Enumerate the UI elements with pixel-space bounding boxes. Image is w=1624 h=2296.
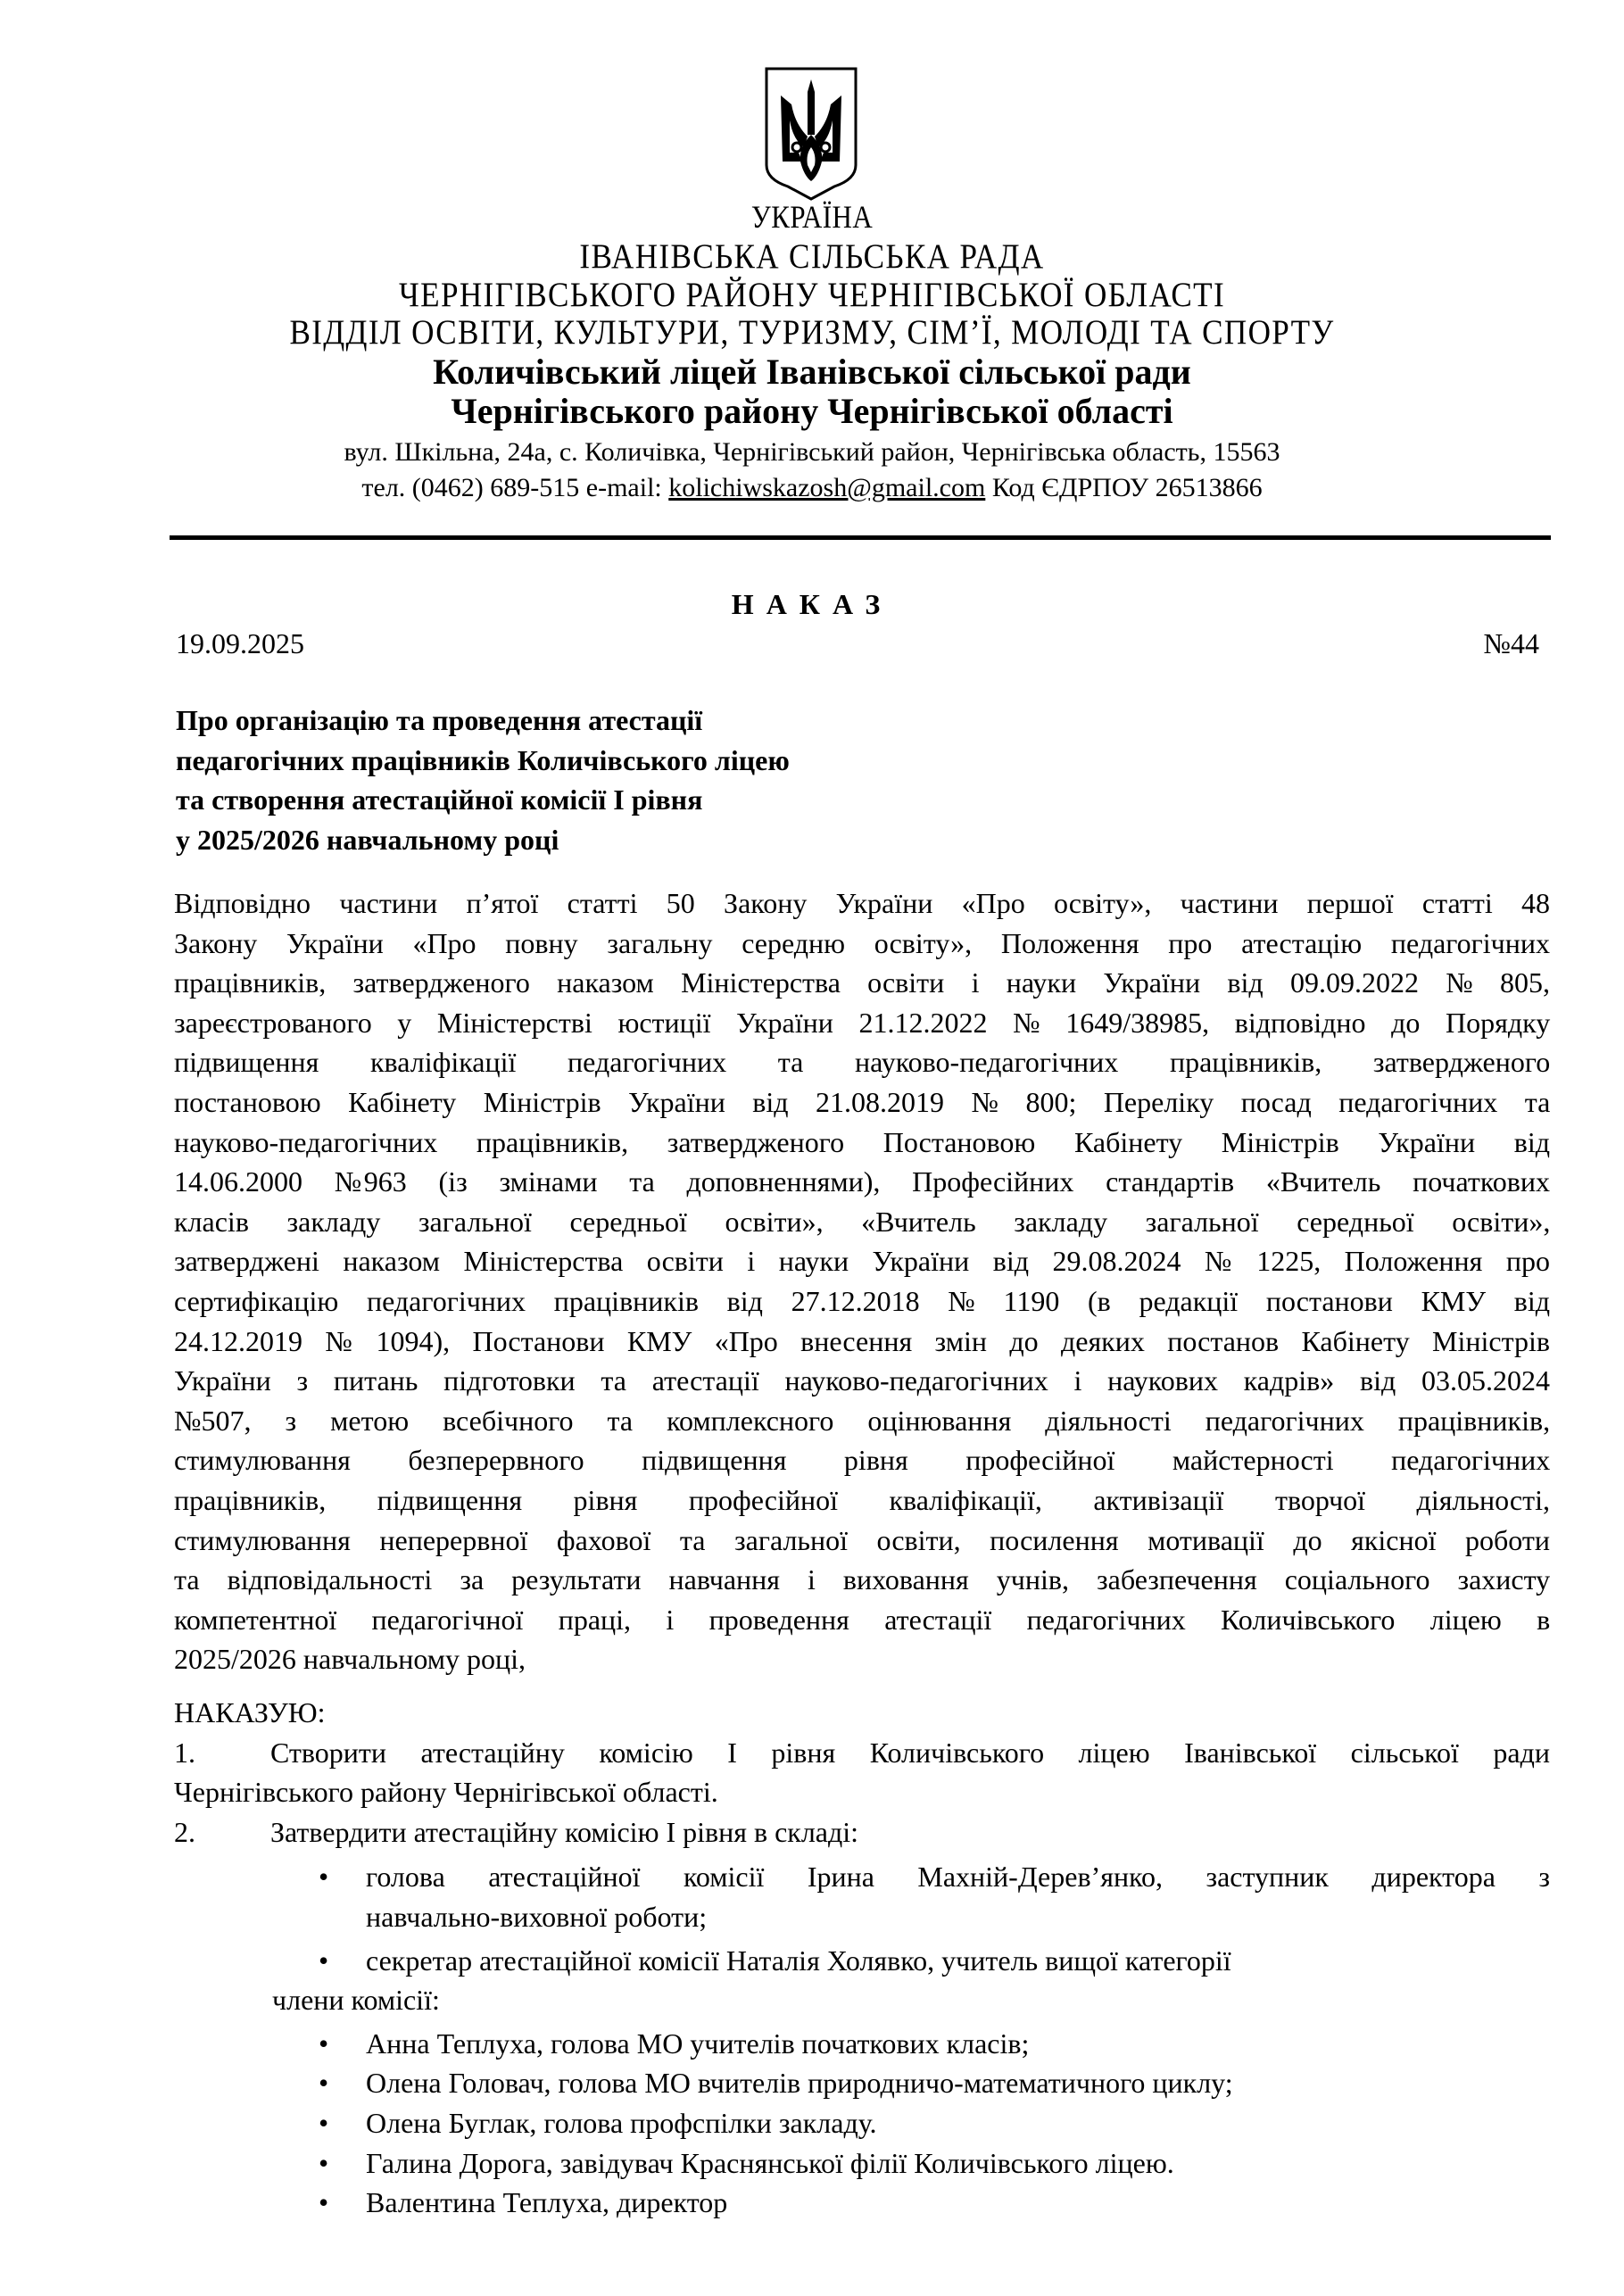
- preamble-line: сертифікацію педагогічних працівників від 27.12.2018 № 1190 (в редакції постанови КМУ від: [174, 1284, 1550, 1317]
- order-title: НАКАЗ: [731, 588, 893, 620]
- preamble-line: науково-педагогічних працівників, затвердженого Постановою Кабінету Міністрів України від: [174, 1125, 1550, 1158]
- header-divider: [170, 535, 1551, 540]
- commission-secretary-text: секретар атестаційної комісії Наталія Холявко, учитель вищої категорії: [366, 1944, 1231, 1977]
- subject-line: педагогічних працівників Количівського ліцею: [176, 743, 790, 776]
- commission-member-text: Олена Буглак, голова профспілки закладу.: [366, 2106, 877, 2139]
- commission-member: [174, 2024, 1550, 2064]
- preamble-line: України з питань підготовки та атестації науково-педагогічних і наукових кадрів» від 03.05.2024: [174, 1364, 1550, 1397]
- commission-member: [174, 2063, 1550, 2103]
- commission-member-text: Валентина Теплуха, директор: [366, 2186, 728, 2219]
- preamble-line: працівників, підвищення рівня професійної кваліфікації, активізації творчої діяльності,: [174, 1483, 1550, 1516]
- order-item-number: 2.: [174, 1815, 195, 1848]
- bullet-icon: •: [319, 1861, 329, 1894]
- order-item-2: [174, 1812, 1550, 1853]
- preamble-line: Відповідно частини п’ятої статті 50 Закону України «Про освіту», частини першої статті 48: [174, 887, 1550, 919]
- preamble-line: 2025/2026 навчальному році,: [174, 1643, 526, 1676]
- trident-coat-of-arms-icon: [763, 65, 859, 201]
- commission-chair-continuation: [174, 1897, 1550, 1937]
- commission-secretary: [174, 1941, 1550, 1981]
- commission-member: [174, 2103, 1550, 2143]
- order-item-text: Створити атестаційну комісію І рівня Количівського ліцею Іванівської сільської ради: [270, 1736, 1550, 1769]
- preamble-line: підвищення кваліфікації педагогічних та науково-педагогічних працівників, затвердженого: [174, 1046, 1551, 1079]
- subject-line: у 2025/2026 навчальному році: [176, 823, 559, 856]
- preamble-line: №507, з метою всебічного та комплексного оцінювання діяльності педагогічних працівників,: [174, 1404, 1551, 1437]
- preamble-line: зареєстрованого у Міністерстві юстиції України 21.12.2022 № 1649/38985, відповідно до Порядку: [174, 1006, 1551, 1039]
- preamble-line: 24.12.2019 № 1094), Постанови КМУ «Про внесення змін до деяких постанов Кабінету Міністрів: [174, 1324, 1550, 1357]
- order-item-number: 1.: [174, 1736, 195, 1769]
- bullet-icon: •: [319, 2106, 329, 2139]
- order-item-1-continuation: [174, 1772, 1550, 1812]
- order-date: 19.09.2025: [176, 627, 304, 659]
- orders-heading-row: [174, 1693, 1550, 1733]
- commission-chair: [174, 1857, 1550, 1897]
- header-edrpou-code: Код ЄДРПОУ 26513866: [985, 473, 1263, 502]
- preamble-line: класів закладу загальної середньої освіти», «Вчитель закладу загальної середньої освіти»,: [174, 1205, 1551, 1238]
- subject-line: Про організацію та проведення атестації: [176, 704, 703, 736]
- preamble-line: стимулювання безперервного підвищення рівня професійної майстерності педагогічних: [174, 1444, 1551, 1477]
- header-council: ІВАНІВСЬКА СІЛЬСЬКА РАДА: [579, 237, 1045, 276]
- order-item-text: Затвердити атестаційну комісію І рівня в складі:: [270, 1815, 859, 1848]
- header-country: УКРАЇНА: [750, 199, 874, 235]
- order-item-1: [174, 1733, 1550, 1773]
- preamble-paragraph: [174, 883, 1550, 1679]
- commission-member: [174, 2143, 1550, 2184]
- commission-chair-text: голова атестаційної комісії Ірина Махній-Дерев’янко, заступник директора з: [366, 1861, 1550, 1894]
- header-district: ЧЕРНІГІВСЬКОГО РАЙОНУ ЧЕРНІГІВСЬКОЇ ОБЛАСТІ: [399, 276, 1225, 314]
- header-contacts: [0, 473, 1624, 503]
- header-phone: тел. (0462) 689-515 e-mail:: [361, 473, 669, 502]
- bullet-icon: •: [319, 2186, 329, 2219]
- commission-member-text: Анна Теплуха, голова МО учителів початкових класів;: [366, 2027, 1030, 2060]
- order-clauses: [174, 1693, 1550, 2223]
- preamble-line: Закону України «Про повну загальну середню освіту», Положення про атестацію педагогічних: [174, 926, 1550, 959]
- bullet-icon: •: [319, 2067, 329, 2100]
- commission-member-text: Олена Головач, голова МО вчителів природничо-математичного циклу;: [366, 2067, 1233, 2100]
- preamble-line: стимулювання неперервної фахової та загальної освіти, посилення мотивації до якісної роботи: [174, 1523, 1550, 1556]
- header-address: вул. Шкільна, 24а, с. Количівка, Чернігівський район, Чернігівська область, 15563: [344, 437, 1280, 467]
- header-school-region: Чернігівського району Чернігівської області: [451, 391, 1173, 431]
- members-label: члени комісії:: [272, 1984, 440, 2017]
- order-item-text: Чернігівського району Чернігівської області.: [174, 1776, 718, 1809]
- bullet-icon: •: [319, 2027, 329, 2060]
- commission-chair-text: навчально-виховної роботи;: [366, 1900, 708, 1933]
- orders-heading: НАКАЗУЮ:: [174, 1696, 326, 1728]
- email-link[interactable]: kolichiwskazosh@gmail.com: [668, 473, 986, 502]
- preamble-line: 14.06.2000 №963 (із змінами та доповненнями), Професійних стандартів «Вчитель початкових: [174, 1165, 1550, 1198]
- header-department: ВІДДІЛ ОСВІТИ, КУЛЬТУРИ, ТУРИЗМУ, СІМ’Ї, МОЛОДІ ТА СПОРТУ: [289, 313, 1335, 352]
- preamble-line: та відповідальності за результати навчання і виховання учнів, забезпечення соціального захисту: [174, 1563, 1551, 1596]
- bullet-icon: •: [319, 2146, 329, 2179]
- subject-line: та створення атестаційної комісії І рівня: [176, 783, 703, 816]
- bullet-icon: •: [319, 1944, 329, 1977]
- commission-member-text: Галина Дорога, завідувач Краснянської філії Количівського ліцею.: [366, 2146, 1174, 2179]
- header-school-name: Количівський ліцей Іванівської сільської ради: [433, 352, 1191, 392]
- preamble-line: постановою Кабінету Міністрів України від 21.08.2019 № 800; Переліку посад педагогічних та: [174, 1085, 1551, 1118]
- commission-member: [174, 2183, 1550, 2223]
- members-label-row: [174, 1980, 1550, 2020]
- preamble-line: затверджені наказом Міністерства освіти і науки України від 29.08.2024 № 1225, Положення про: [174, 1245, 1550, 1278]
- order-number: №44: [1483, 627, 1539, 659]
- preamble-line: працівників, затвердженого наказом Міністерства освіти і науки України від 09.09.2022 № 805,: [174, 966, 1551, 999]
- preamble-line: компетентної педагогічної праці, і проведення атестації педагогічних Количівського ліцею в: [174, 1603, 1551, 1636]
- order-subject: [176, 700, 790, 859]
